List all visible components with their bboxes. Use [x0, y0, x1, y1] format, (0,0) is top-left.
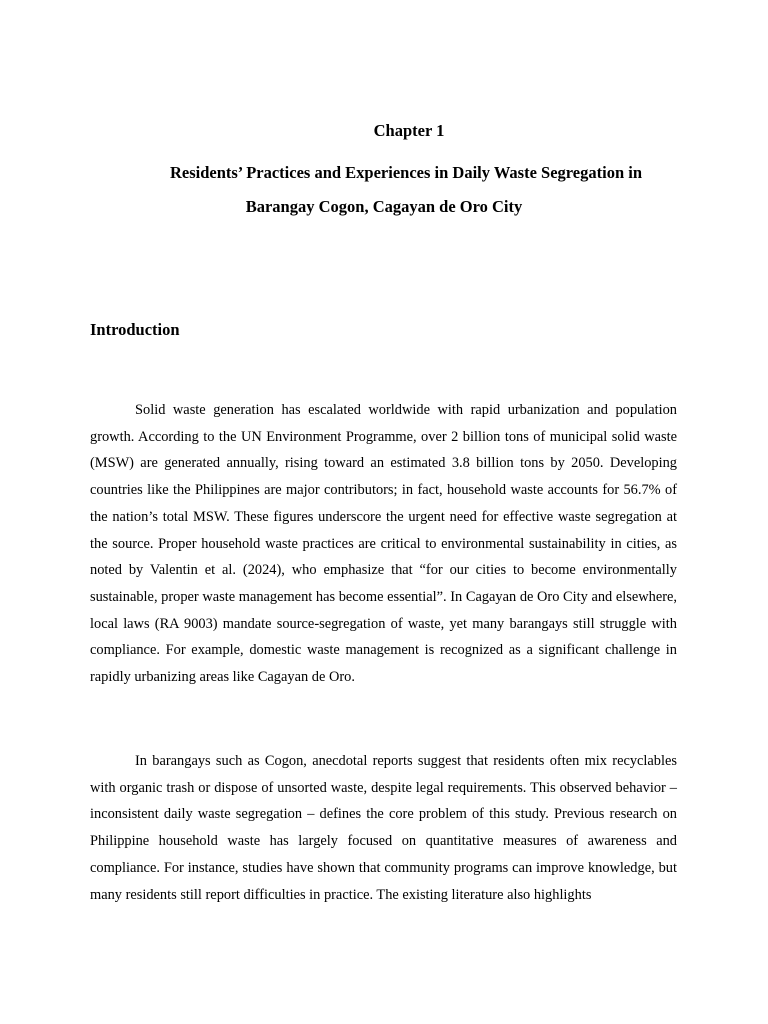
chapter-title-line-2: Barangay Cogon, Cagayan de Oro City: [245, 197, 523, 216]
section-heading-introduction: Introduction: [90, 320, 180, 339]
body-paragraph-1: Solid waste generation has escalated worldwide with rapid urbanization and population growth. According to the UN Environment Programme, over 2 billion tons of municipal solid waste (MSW) are generated annually, rising toward an estimated 3.8 billion tons by 2050. Developing countries like the Philippines are major contributors; in fact, household waste accounts for 56.7% of the nation’s total MSW. These figures underscore the urgent need for effective waste segregation at the source. Proper household waste practices are critical to environmental sustainability in cities, as noted by Valentin et al. (2024), who emphasize that “for our cities to become environmentally sustainable, proper waste management has become essential”. In Cagayan de Oro City and elsewhere, local laws (RA 9003) mandate source-segregation of waste, yet many barangays still struggle with compliance. For example, domestic waste management is recognized as a significant challenge in rapidly urbanizing areas like Cagayan de Oro.: [90, 402, 677, 686]
chapter-label: Chapter 1: [373, 121, 445, 140]
chapter-title-line-1: Residents’ Practices and Experiences in Daily Waste Segregation in: [169, 163, 643, 182]
body-paragraph-2: In barangays such as Cogon, anecdotal reports suggest that residents often mix recyclables with organic trash or dispose of unsorted waste, despite legal requirements. This observed behavior – inconsistent daily waste segregation – defines the core problem of this study. Previous research on Philippine household waste has largely focused on quantitative measures of awareness and compliance. For instance, studies have shown that community programs can improve knowledge, but many residents still report difficulties in practice. The existing literature also highlights: [90, 753, 677, 903]
